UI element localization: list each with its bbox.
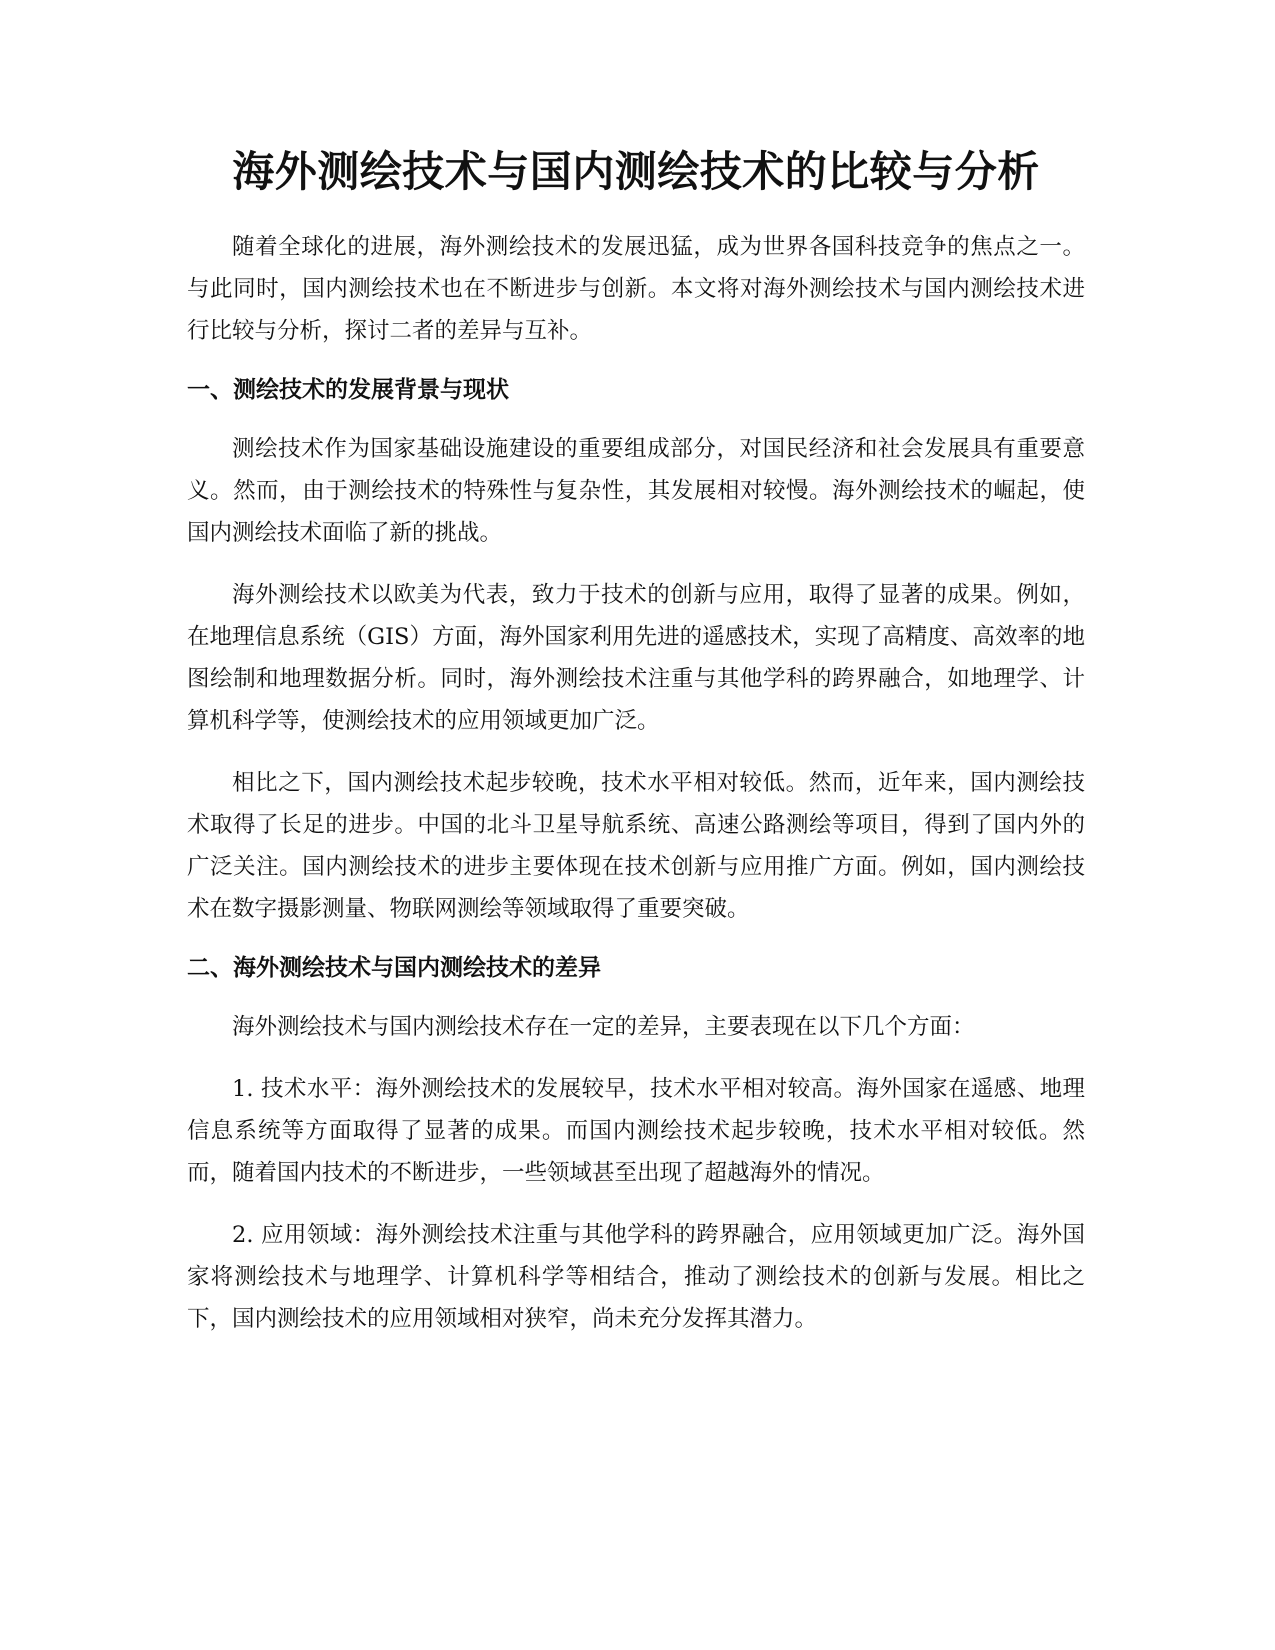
section-2-list-item-1: 1. 技术水平：海外测绘技术的发展较早，技术水平相对较高。海外国家在遥感、地理信息系统等方面取得了显著的成果。而国内测绘技术起步较晚，技术水平相对较低。然而，随着国内技术的不断进步，一些领域甚至出现了超越海外的情况。 [187, 1076, 1085, 1186]
section-1-paragraph-2: 海外测绘技术以欧美为代表，致力于技术的创新与应用，取得了显著的成果。例如，在地理信息系统（GIS）方面，海外国家利用先进的遥感技术，实现了高精度、高效率的地图绘制和地理数据分析。同时，海外测绘技术注重与其他学科的跨界融合，如地理学、计算机科学等，使测绘技术的应用领域更加广泛。 [187, 582, 1085, 734]
section-1-paragraph-3: 相比之下，国内测绘技术起步较晚，技术水平相对较低。然而，近年来，国内测绘技术取得了长足的进步。中国的北斗卫星导航系统、高速公路测绘等项目，得到了国内外的广泛关注。国内测绘技术的进步主要体现在技术创新与应用推广方面。例如，国内测绘技术在数字摄影测量、物联网测绘等领域取得了重要突破。 [187, 770, 1085, 922]
section-2-list-item-2: 2. 应用领域：海外测绘技术注重与其他学科的跨界融合，应用领域更加广泛。海外国家将测绘技术与地理学、计算机科学等相结合，推动了测绘技术的创新与发展。相比之下，国内测绘技术的应用领域相对狭窄，尚未充分发挥其潜力。 [187, 1222, 1085, 1332]
section-2-heading: 二、海外测绘技术与国内测绘技术的差异 [187, 955, 601, 981]
document-page [187, 140, 1085, 1360]
document-title: 海外测绘技术与国内测绘技术的比较与分析 [232, 147, 1040, 196]
section-1-heading: 一、测绘技术的发展背景与现状 [187, 377, 509, 403]
intro-paragraph: 随着全球化的进展，海外测绘技术的发展迅猛，成为世界各国科技竞争的焦点之一。与此同时，国内测绘技术也在不断进步与创新。本文将对海外测绘技术与国内测绘技术进行比较与分析，探讨二者的差异与互补。 [187, 234, 1085, 344]
section-2-paragraph-1: 海外测绘技术与国内测绘技术存在一定的差异，主要表现在以下几个方面： [232, 1014, 975, 1040]
section-1-paragraph-1: 测绘技术作为国家基础设施建设的重要组成部分，对国民经济和社会发展具有重要意义。然而，由于测绘技术的特殊性与复杂性，其发展相对较慢。海外测绘技术的崛起，使国内测绘技术面临了新的挑战。 [187, 436, 1085, 546]
